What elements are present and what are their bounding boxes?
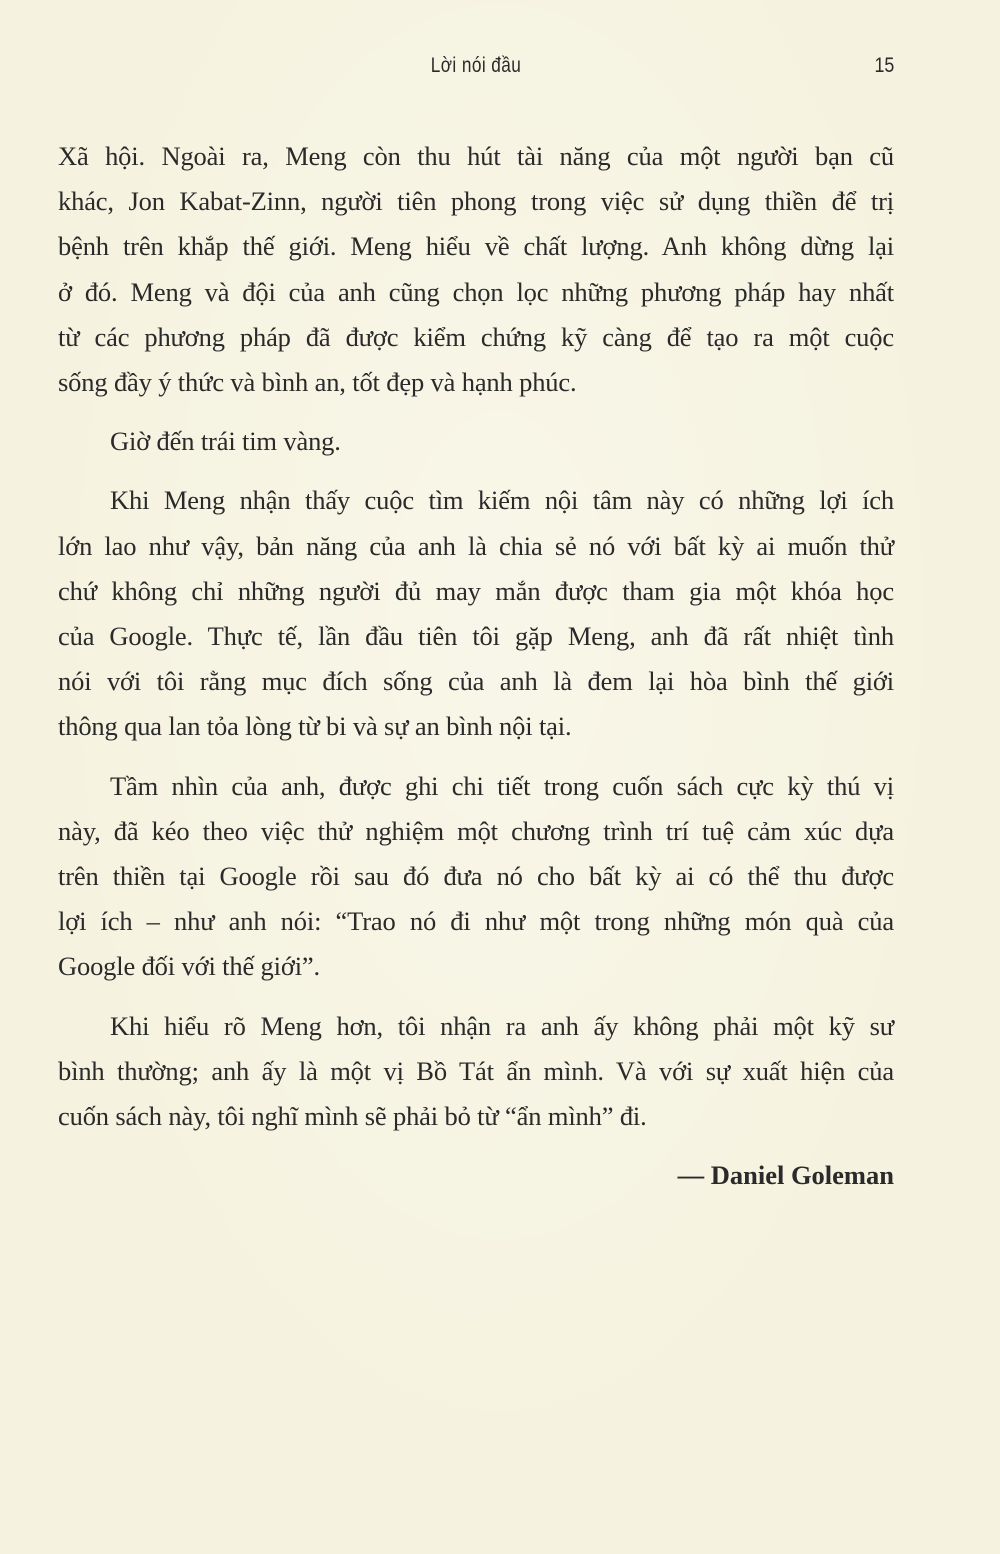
text-line: lợi ích – như anh nói: “Trao nó đi như một trong những món quà của (58, 906, 894, 937)
paragraph (58, 1004, 894, 1140)
page-number: 15 (874, 54, 894, 77)
text-line: khác, Jon Kabat-Zinn, người tiên phong trong việc sử dụng thiền để trị (58, 186, 894, 217)
text-line: bình thường; anh ấy là một vị Bồ Tát ẩn mình. Và với sự xuất hiện của (58, 1055, 894, 1086)
running-title: Lời nói đầu (430, 54, 522, 77)
text-line: trên thiền tại Google rồi sau đó đưa nó cho bất kỳ ai có thể thu được (58, 861, 894, 892)
paragraph (58, 478, 894, 749)
text-line: Khi hiểu rõ Meng hơn, tôi nhận ra anh ấy không phải một kỹ sư (110, 1010, 894, 1041)
paragraph-gap (58, 750, 894, 764)
paragraph (58, 134, 894, 405)
text-line: chứ không chỉ những người đủ may mắn được tham gia một khóa học (58, 575, 894, 606)
text-line: nói với tôi rằng mục đích sống của anh là đem lại hòa bình thế giới (58, 666, 894, 697)
text-line: sống đầy ý thức và bình an, tốt đẹp và hạnh phúc. (58, 367, 577, 398)
paragraph-gap (58, 990, 894, 1004)
author-signature: — Daniel Goleman (677, 1160, 894, 1191)
text-line: Xã hội. Ngoài ra, Meng còn thu hút tài năng của một người bạn cũ (58, 141, 894, 171)
text-line: Tầm nhìn của anh, được ghi chi tiết trong cuốn sách cực kỳ thú vị (110, 770, 894, 801)
running-header (0, 54, 1000, 86)
text-line: Khi Meng nhận thấy cuộc tìm kiếm nội tâm này có những lợi ích (110, 485, 894, 516)
text-line: cuốn sách này, tôi nghĩ mình sẽ phải bỏ từ “ẩn mình” đi. (58, 1101, 647, 1132)
text-line: ở đó. Meng và đội của anh cũng chọn lọc những phương pháp hay nhất (58, 276, 894, 307)
text-line: thông qua lan tỏa lòng từ bi và sự an bình nội tại. (58, 711, 572, 742)
paragraph (58, 419, 894, 464)
text-line: bệnh trên khắp thế giới. Meng hiểu về chất lượng. Anh không dừng lại (58, 231, 894, 262)
paragraph (58, 764, 894, 990)
text-line: Giờ đến trái tim vàng. (110, 426, 341, 457)
text-line: này, đã kéo theo việc thử nghiệm một chương trình trí tuệ cảm xúc dựa (58, 815, 894, 846)
text-line: Google đối với thế giới”. (58, 951, 321, 982)
text-line: của Google. Thực tế, lần đầu tiên tôi gặp Meng, anh đã rất nhiệt tình (58, 621, 894, 652)
text-line: từ các phương pháp đã được kiểm chứng kỹ càng để tạo ra một cuộc (58, 321, 894, 352)
body-text (58, 134, 894, 1198)
text-line: lớn lao như vậy, bản năng của anh là chia sẻ nó với bất kỳ ai muốn thử (58, 530, 894, 561)
paragraph-gap (58, 405, 894, 419)
paragraph-gap (58, 464, 894, 478)
